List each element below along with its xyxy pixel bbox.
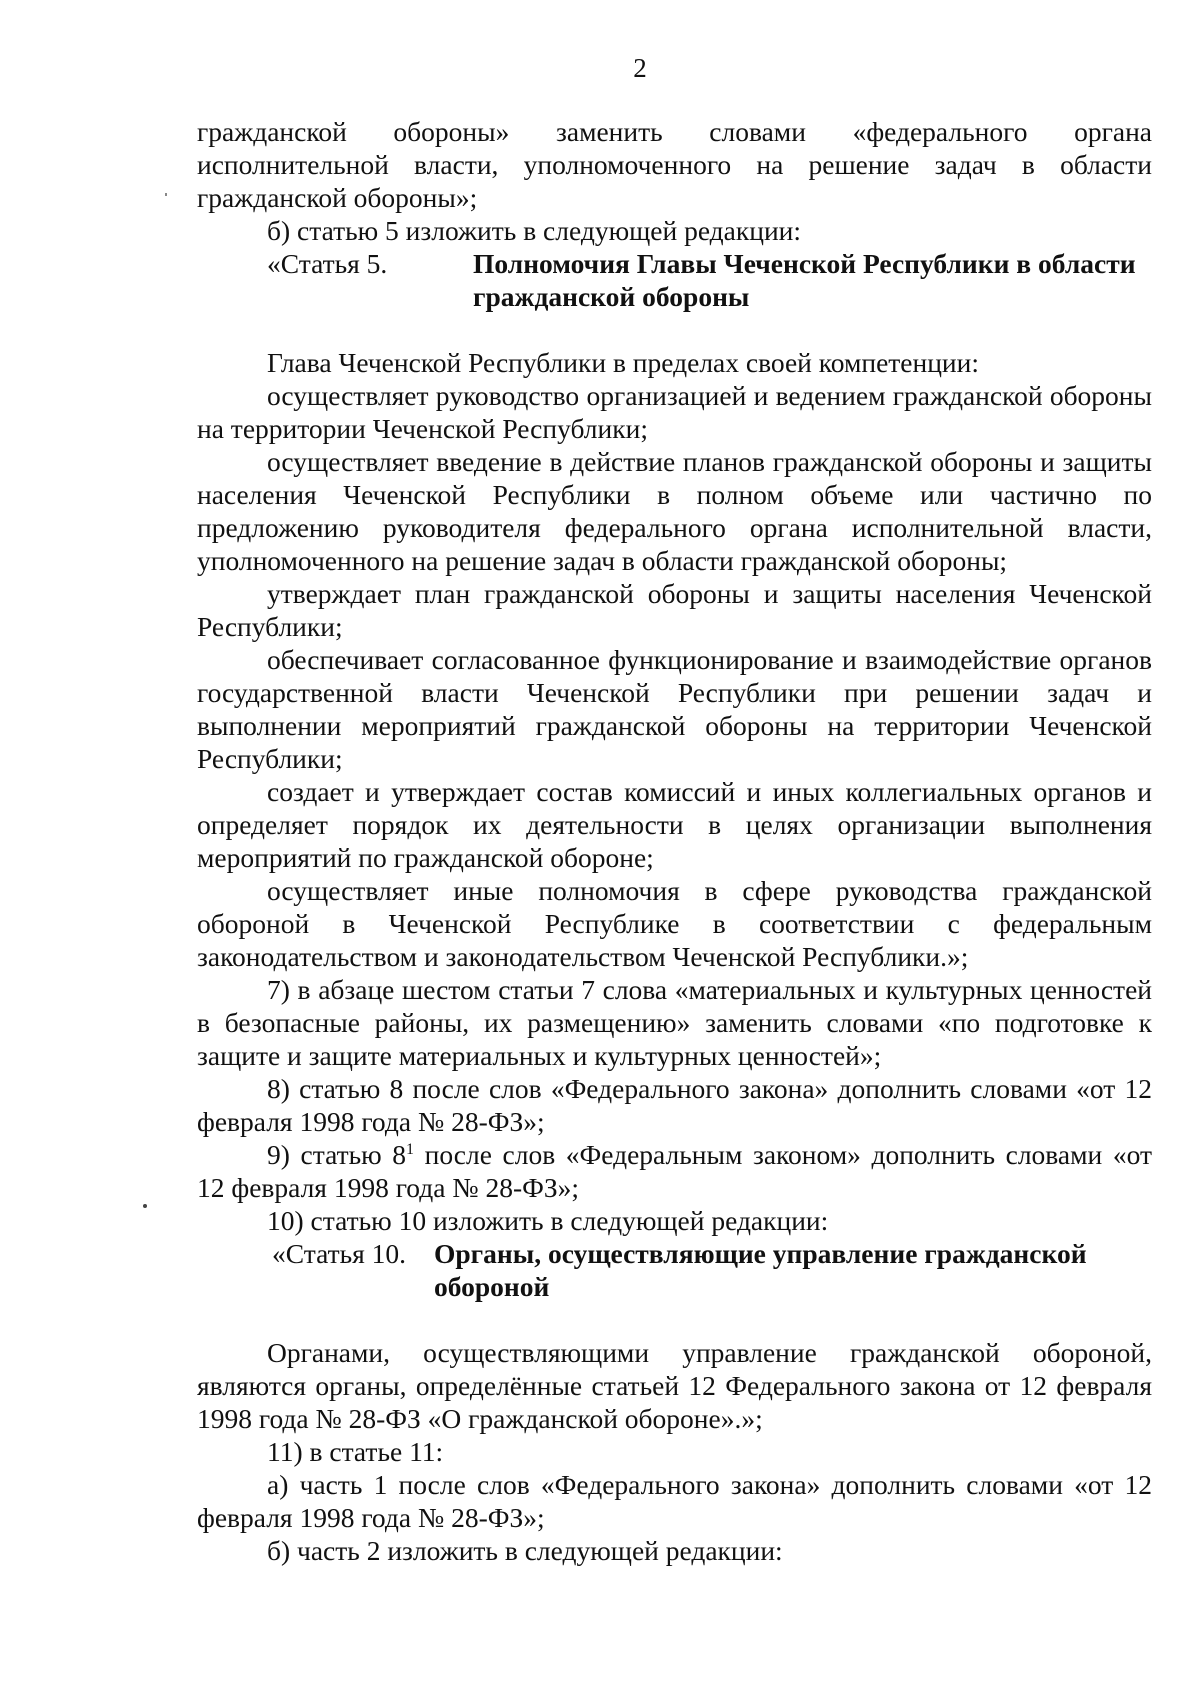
paragraph-line: исполнительной власти, уполномоченного на решение задач в области [197,149,1152,180]
article-10-heading [272,1237,1152,1303]
paragraph: б) статью 5 изложить в следующей редакции: [267,215,802,246]
superscript: 1 [406,1141,415,1158]
scan-speck [165,193,167,196]
paragraph: 11) в статье 11: [267,1436,444,1467]
paragraph: 7) в абзаце шестом статьи 7 слова «материальных и культурных ценностей в безопасные районы, их размещению» заменить словами «по подготовке к защите и защите материальных и культурных ценностей»; [197,974,1152,1071]
paragraph: б) часть 2 изложить в следующей редакции: [267,1535,783,1566]
paragraph: а) часть 1 после слов «Федерального закона» дополнить словами «от 12 февраля 1998 года № 28-ФЗ»; [197,1469,1152,1533]
paragraph: обеспечивает согласованное функционирование и взаимодействие органов государственной власти Чеченской Республики при решении задач и выполнении мероприятий гражданской обороны на территории Чеченской Республики; [197,644,1152,774]
paragraph: 10) статью 10 изложить в следующей редакции: [267,1205,829,1236]
spacer [197,1303,1152,1336]
paragraph-line: гражданской обороны»; [197,182,478,213]
spacer [197,313,1152,346]
article-10-lead: «Статья 10. [272,1238,407,1269]
paragraph: Органами, осуществляющими управление гражданской обороной, являются органы, определённые статьей 12 Федерального закона от 12 февраля 1998 года № 28-ФЗ «О гражданской обороне».»; [197,1337,1152,1434]
paragraph [197,1138,1152,1204]
paragraph-line: гражданской обороны» заменить словами «федерального органа [197,116,1152,147]
page-number: 2 [633,53,647,83]
paragraph: осуществляет иные полномочия в сфере руководства гражданской обороной в Чеченской Республике в соответствии с федеральным законодательством и законодательством Чеченской Республики.»; [197,875,1152,972]
paragraph: осуществляет введение в действие планов гражданской обороны и защиты населения Чеченской Республики в полном объеме или частично по предложению руководителя федерального органа исполнительной власти, уполномоченного на решение задач в области гражданской обороны; [197,446,1152,576]
paragraph-text: 9) статью 8 [267,1139,407,1170]
article-5-title: Полномочия Главы Чеченской Республики в области гражданской обороны [473,248,1136,312]
document-body [197,115,1152,1567]
article-5-heading [267,247,1152,313]
article-5-lead: «Статья 5. [267,248,388,279]
scan-speck [143,1204,147,1208]
paragraph: 8) статью 8 после слов «Федерального закона» дополнить словами «от 12 февраля 1998 года № 28-ФЗ»; [197,1073,1152,1137]
paragraph-text: после слов «Федеральным законом» дополнить словами «от 12 февраля 1998 года № 28-ФЗ»; [197,1139,1152,1203]
article-10-title: Органы, осуществляющие управление гражданской обороной [434,1238,1087,1302]
paragraph: Глава Чеченской Республики в пределах своей компетенции: [267,347,980,378]
paragraph: осуществляет руководство организацией и ведением гражданской обороны на территории Чеченской Республики; [197,380,1152,444]
paragraph: утверждает план гражданской обороны и защиты населения Чеченской Республики; [197,578,1152,642]
paragraph: создает и утверждает состав комиссий и иных коллегиальных органов и определяет порядок их деятельности в целях организации выполнения мероприятий по гражданской обороне; [197,776,1152,873]
